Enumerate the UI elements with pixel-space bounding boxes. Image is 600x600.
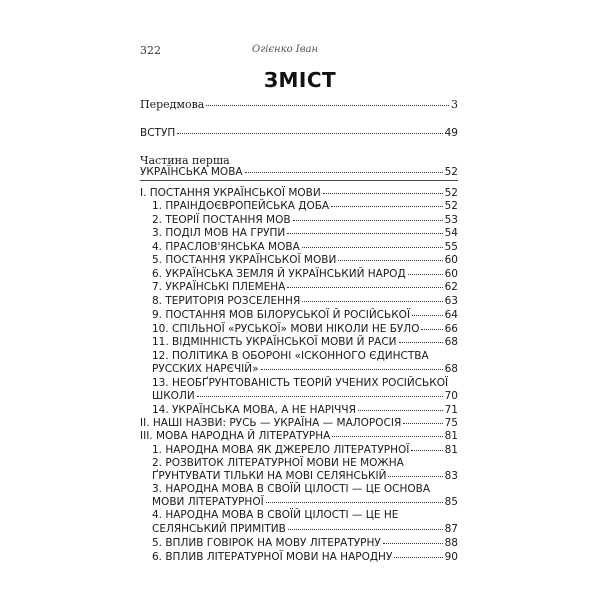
toc-entry-page: 71 [444,404,458,416]
toc-entry [152,551,458,564]
toc-entry-label: 4. НАРОДНА МОВА В СВОЇЙ ЦІЛОСТІ — ЦЕ НЕ [152,509,399,521]
toc-entry [152,390,458,403]
toc-entry-label: 6. ВПЛИВ ЛІТЕРАТУРНОЇ МОВИ НА НАРОДНУ [152,551,393,563]
toc-entry [152,323,458,336]
toc-entry-label: СЕЛЯНСЬКИЙ ПРИМІТИВ [152,523,286,535]
toc-entry-label: I. ПОСТАННЯ УКРАЇНСЬКОЇ МОВИ [140,187,321,199]
toc-entry-page: 52 [444,200,458,212]
dot-leader [358,410,443,411]
toc-entry-label: 11. ВІДМІННІСТЬ УКРАЇНСЬКОЇ МОВИ Й РАСИ [152,336,397,348]
dot-leader [206,105,449,106]
toc-entry [152,404,458,417]
toc-entry-page: 81 [444,444,458,456]
toc-entry-page: 63 [444,295,458,307]
dot-leader [394,557,442,558]
dot-leader [388,476,442,477]
toc-entry-label: 2. РОЗВИТОК ЛІТЕРАТУРНОЇ МОВИ НЕ МОЖНА [152,457,404,469]
toc-entry-page: 70 [444,390,458,402]
toc-entry-label: ҐРУНТУВАТИ ТІЛЬКИ НА МОВІ СЕЛЯНСЬКІЙ [152,470,387,482]
toc-entry [140,417,458,430]
dot-leader [412,315,443,316]
toc-entry-label: 4. ПРАСЛОВ'ЯНСЬКА МОВА [152,241,300,253]
toc-entry [152,295,458,308]
contents-title: ЗМІСТ [263,68,337,92]
dot-leader [293,220,443,221]
toc-entry [152,523,458,536]
toc-entry-label: 9. ПОСТАННЯ МОВ БІЛОРУСЬКОЇ Й РОСІЙСЬКОЇ [152,309,411,321]
dot-leader [261,369,443,370]
toc-entry [152,309,458,322]
dot-leader [302,301,442,302]
toc-entry-label: УКРАЇНСЬКА МОВА [140,166,243,178]
toc-entry [140,430,458,443]
toc-entry [152,281,458,294]
toc-entry-label: 1. НАРОДНА МОВА ЯК ДЖЕРЕЛО ЛІТЕРАТУРНОЇ [152,444,410,456]
toc-entry-label: 1. ПРАІНДОЄВРОПЕЙСЬКА ДОБА [152,200,330,212]
toc-entry-label: Частина перша [140,154,230,167]
toc-entry-label: 8. ТЕРИТОРІЯ РОЗСЕЛЕННЯ [152,295,301,307]
toc-entry [152,363,458,376]
dot-leader [408,274,443,275]
toc-entry [152,200,458,213]
toc-entry-page: 85 [444,496,458,508]
dot-leader [332,436,442,437]
toc-entry-label: Передмова [140,98,205,111]
toc-entry-page: 81 [444,430,458,442]
dot-leader [177,133,442,134]
toc-entry [140,127,458,140]
dot-leader [421,329,442,330]
dot-leader [287,233,442,234]
toc-entry-label: II. НАШІ НАЗВИ: РУСЬ — УКРАЇНА — МАЛОРОСІЯ [140,417,402,429]
dot-leader [399,342,443,343]
toc-entry [152,509,458,522]
toc-entry-page: 3 [451,98,458,111]
toc-entry [152,537,458,550]
toc-entry-page: 66 [444,323,458,335]
toc-entry-label: 13. НЕОБҐРУНТОВАНІСТЬ ТЕОРІЙ УЧЕНИХ РОСІЙСЬКОЇ [152,377,449,389]
dot-leader [266,502,443,503]
toc-entry-label: ВСТУП [140,127,176,139]
toc-entry [152,241,458,254]
toc-entry-label: 6. УКРАЇНСЬКА ЗЕМЛЯ Й УКРАЇНСЬКИЙ НАРОД [152,268,406,280]
toc-entry-page: 68 [444,336,458,348]
toc-entry-label: МОВИ ЛІТЕРАТУРНОЇ [152,496,264,508]
toc-entry [152,483,458,496]
dot-leader [288,529,443,530]
dot-leader [197,396,443,397]
toc-entry [152,470,458,483]
toc-entry-label: 2. ТЕОРІЇ ПОСТАННЯ МОВ [152,214,291,226]
dot-leader [338,260,442,261]
toc-entry-page: 83 [444,470,458,482]
toc-entry [152,457,458,470]
toc-entry-label: 3. НАРОДНА МОВА В СВОЇЙ ЦІЛОСТІ — ЦЕ ОСНОВА [152,483,431,495]
toc-entry-page: 64 [444,309,458,321]
toc-entry-label: 5. ПОСТАННЯ УКРАЇНСЬКОЇ МОВИ [152,254,337,266]
toc-entry-page: 52 [444,166,458,178]
running-head-author: Огієнко Іван [252,44,319,55]
toc-entry [152,377,458,390]
toc-entry-page: 75 [444,417,458,429]
toc-entry-page: 49 [444,127,458,139]
toc-entry [152,227,458,240]
toc-entry-label: 7. УКРАЇНСЬКІ ПЛЕМЕНА [152,281,286,293]
toc-entry-label: 14. УКРАЇНСЬКА МОВА, А НЕ НАРІЧЧЯ [152,404,356,416]
toc-entry-label: III. МОВА НАРОДНА Й ЛІТЕРАТУРНА [140,430,331,442]
dot-leader [411,450,442,451]
dot-leader [302,247,443,248]
dot-leader [287,287,442,288]
toc-entry [152,350,458,363]
toc-entry-page: 60 [444,254,458,266]
toc-entry [140,98,458,111]
toc-entry-page: 88 [444,537,458,549]
page-number: 322 [140,44,161,57]
toc-entry [152,496,458,509]
dot-leader [245,172,443,173]
toc-entry-label: 3. ПОДІЛ МОВ НА ГРУПИ [152,227,286,239]
dot-leader [331,206,443,207]
toc-entry-page: 55 [444,241,458,253]
toc-entry-label: 5. ВПЛИВ ГОВІРОК НА МОВУ ЛІТЕРАТУРНУ [152,537,381,549]
toc-entry-label: 12. ПОЛІТИКА В ОБОРОНІ «ІСКОННОГО ЄДИНСТВА [152,350,429,362]
dot-leader [383,543,443,544]
toc-entry [140,187,458,200]
dot-leader [323,193,443,194]
toc-entry-label: РУССКИХ НАРЄЧІЙ» [152,363,259,375]
dot-leader [403,423,442,424]
toc-entry [152,214,458,227]
toc-entry [152,268,458,281]
toc-entry [152,254,458,267]
toc-entry-page: 68 [444,363,458,375]
toc-entry [152,444,458,457]
section-divider [140,180,458,181]
toc-entry-page: 54 [444,227,458,239]
toc-entry [152,336,458,349]
toc-entry-page: 62 [444,281,458,293]
toc-entry-page: 60 [444,268,458,280]
toc-entry [140,166,458,179]
toc-entry-page: 53 [444,214,458,226]
running-head [140,44,460,58]
toc-entry-page: 87 [444,523,458,535]
toc-entry-page: 90 [444,551,458,563]
toc-entry-page: 52 [444,187,458,199]
toc-entry-label: 10. СПІЛЬНОЇ «РУСЬКОЇ» МОВИ НІКОЛИ НЕ БУЛО [152,323,420,335]
toc-entry-label: ШКОЛИ [152,390,195,402]
